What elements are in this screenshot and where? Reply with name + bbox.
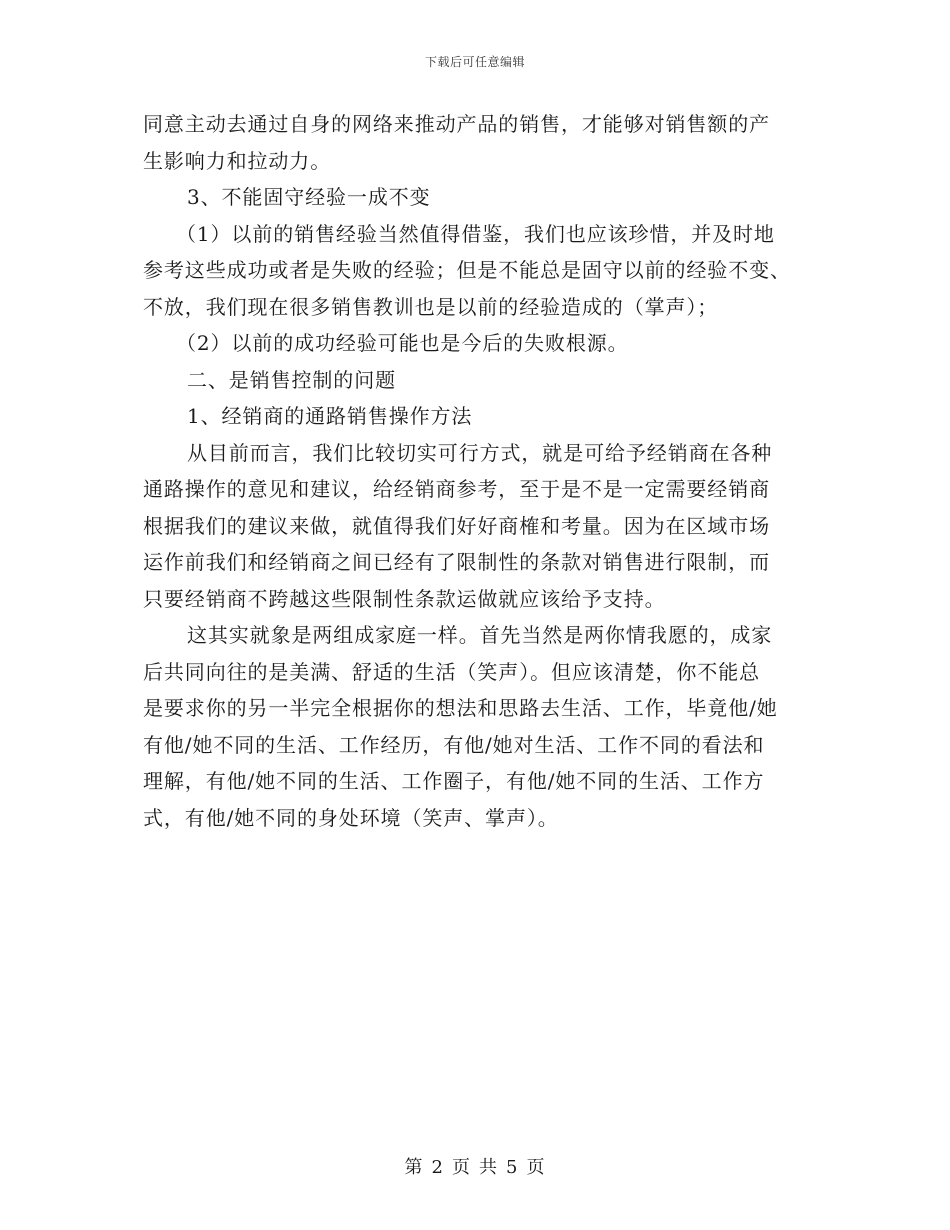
- paragraph-line: 通路操作的意见和建议，给经销商参考，至于是不是一定需要经销商: [143, 477, 770, 501]
- section-heading: 二、是销售控制的问题: [187, 367, 396, 392]
- paragraph-line: 根据我们的建议来做，就值得我们好好商榷和考量。因为在区域市场: [143, 513, 770, 538]
- footer-label-total: 共: [479, 1157, 498, 1178]
- document-body: [143, 106, 813, 836]
- paragraph-line: 不放，我们现在很多销售教训也是以前的经验造成的（掌声）；: [143, 294, 719, 319]
- paragraph-line: 理解，有他/她不同的生活、工作圈子，有他/她不同的生活、工作方: [143, 769, 765, 793]
- footer-current-page: 2: [431, 1157, 444, 1178]
- paragraph-line: 参考这些成功或者是失败的经验；但是不能总是固守以前的经验不变、: [143, 258, 791, 282]
- paragraph-line: 只要经销商不跨越这些限制性条款运做就应该给予支持。: [143, 586, 666, 611]
- paragraph-line: （1）以前的销售经验当然值得借鉴，我们也应该珍惜，并及时地: [176, 221, 775, 246]
- paragraph-line: 有他/她不同的生活、工作经历，有他/她对生活、工作不同的看法和: [143, 732, 765, 757]
- section-heading: 3、不能固守经验一成不变: [187, 185, 431, 209]
- paragraph-line: 生影响力和拉动力。: [143, 148, 332, 173]
- footer-label-total-unit: 页: [526, 1157, 546, 1178]
- paragraph-line: （2）以前的成功经验可能也是今后的失败根源。: [176, 331, 629, 355]
- paragraph-line: 这其实就象是两组成家庭一样。首先当然是两你情我愿的，成家: [187, 623, 773, 647]
- section-heading: 1、经销商的通路销售操作方法: [187, 404, 473, 428]
- footer-total-pages: 5: [506, 1157, 519, 1178]
- page-header: 下载后可任意编辑: [424, 55, 525, 69]
- footer-label-page-unit: 页: [452, 1157, 471, 1178]
- paragraph-line: 从目前而言，我们比较切实可行方式，就是可给予经销商在各种: [187, 440, 773, 465]
- paragraph-line: 同意主动去通过自身的网络来推动产品的销售，才能够对销售额的产: [143, 112, 770, 136]
- paragraph-line: 运作前我们和经销商之间已经有了限制性的条款对销售进行限制，而: [143, 550, 770, 574]
- paragraph-line: 后共同向往的是美满、舒适的生活（笑声）。但应该清楚，你不能总: [143, 659, 760, 684]
- paragraph-line: 式，有他/她不同的身处环境（笑声、掌声）。: [143, 805, 559, 830]
- page-footer: [0, 1153, 950, 1179]
- footer-label-page: 第: [404, 1157, 424, 1178]
- paragraph-line: 是要求你的另一半完全根据你的想法和思路去生活、工作，毕竟他/她: [143, 696, 778, 720]
